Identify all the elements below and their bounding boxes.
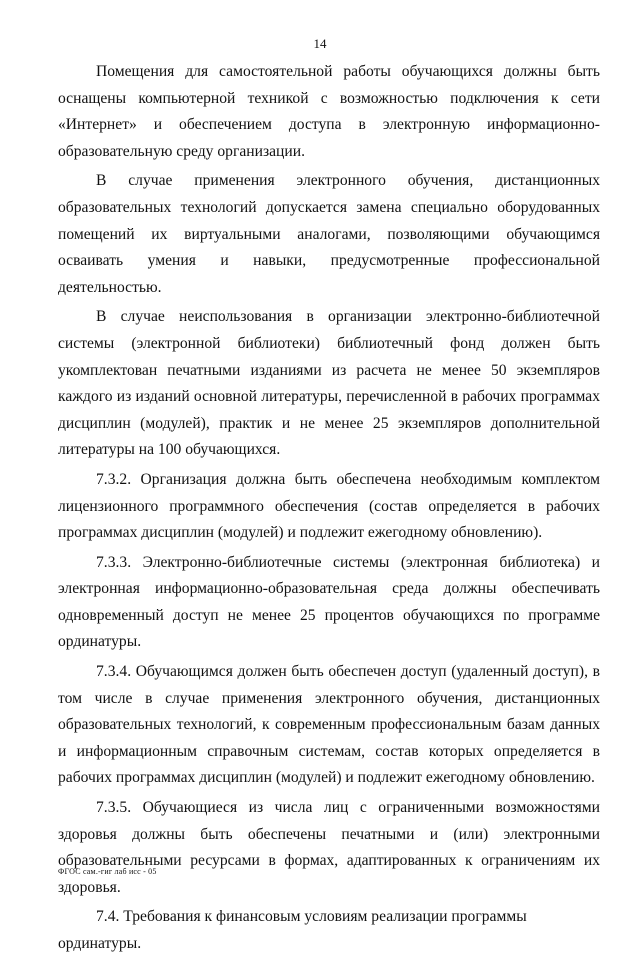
paragraph-7-3-3: 7.3.3. Электронно-библиотечные системы (электронная библиотека) и электронная информационно-образовательная среда должны обеспечивать одновременный доступ не менее 25 процентов обучающихся по программе ординатуры.: [58, 553, 600, 651]
paragraph-virtual-analogues: В случае применения электронного обучения, дистанционных образовательных технологий допускается замена специально оборудованных помещений их виртуальными аналогами, позволяющими обучающимся осваивать умения и навыки, предусмотренные профессиональной деятельностью.: [58, 172, 600, 296]
paragraph-7-3-2: 7.3.2. Организация должна быть обеспечена необходимым комплектом лицензионного программного обеспечения (состав определяется в рабочих программах дисциплин (модулей) и подлежит ежегодному обновлению).: [58, 470, 600, 542]
paragraph-library-fund: В случае неиспользования в организации электронно-библиотечной системы (электронной библиотеки) библиотечный фонд должен быть укомплектован печатными изданиями из расчета не менее 50 экземпляров каждого из изданий основной литературы, перечисленной в рабочих программах дисциплин (модулей), практик и не менее 25 экземпляров дополнительной литературы на 100 обучающихся.: [58, 308, 600, 459]
page-number: 14: [313, 36, 327, 51]
paragraph-premises-equipment: Помещения для самостоятельной работы обучающихся должны быть оснащены компьютерной техникой с возможностью подключения к сети «Интернет» и обеспечением доступа в электронную информационно-образовательную среду организации.: [58, 63, 600, 160]
page-body: [58, 59, 600, 958]
document-footer: ФГОС сам.-гиг лаб исс - 05: [58, 867, 157, 876]
section-heading-7-4: 7.4. Требования к финансовым условиям реализации программы ординатуры.: [58, 908, 527, 952]
paragraph-7-3-5: 7.3.5. Обучающиеся из числа лиц с ограниченными возможностями здоровья должны быть обеспечены печатными и (или) электронными образовательными ресурсами в формах, адаптированных к ограничениям их здоровья.: [58, 799, 600, 896]
paragraph-7-3-4: 7.3.4. Обучающимся должен быть обеспечен доступ (удаленный доступ), в том числе в случае применения электронного обучения, дистанционных образовательных технологий, к современным профессиональным базам данных и информационным справочным системам, состав которых определяется в рабочих программах дисциплин (модулей) и подлежит ежегодному обновлению.: [58, 663, 600, 787]
